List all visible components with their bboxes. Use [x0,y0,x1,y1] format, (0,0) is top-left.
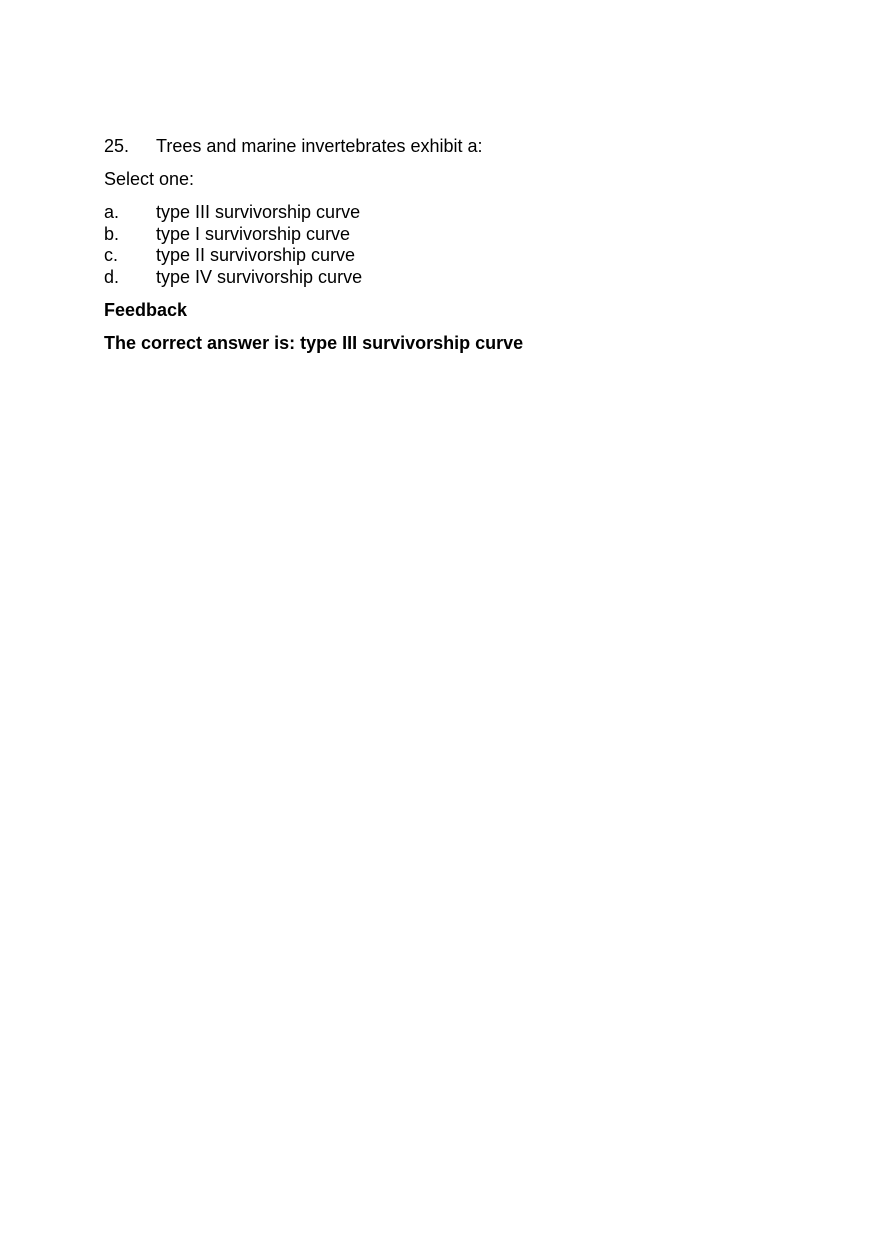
feedback-heading: Feedback [104,300,188,320]
select-prompt: Select one: [104,169,195,189]
option-text: type IV survivorship curve [156,266,363,287]
option-letter: d. [104,266,120,287]
question [104,136,804,157]
option-letter: c. [104,245,119,265]
option-a [104,202,804,224]
option-text: type II survivorship curve [156,245,356,265]
option-letter: b. [104,223,120,244]
question-block [104,136,804,354]
option-text: type III survivorship curve [156,202,361,222]
answer-options [104,202,804,288]
option-c [104,245,804,267]
option-d [104,267,804,289]
question-text: Trees and marine invertebrates exhibit a: [156,136,483,156]
option-letter: a. [104,202,120,222]
correct-answer: The correct answer is: type III survivorship curve [104,333,524,353]
option-text: type I survivorship curve [156,223,351,244]
question-number: 25. [104,136,130,156]
option-b [104,224,804,246]
